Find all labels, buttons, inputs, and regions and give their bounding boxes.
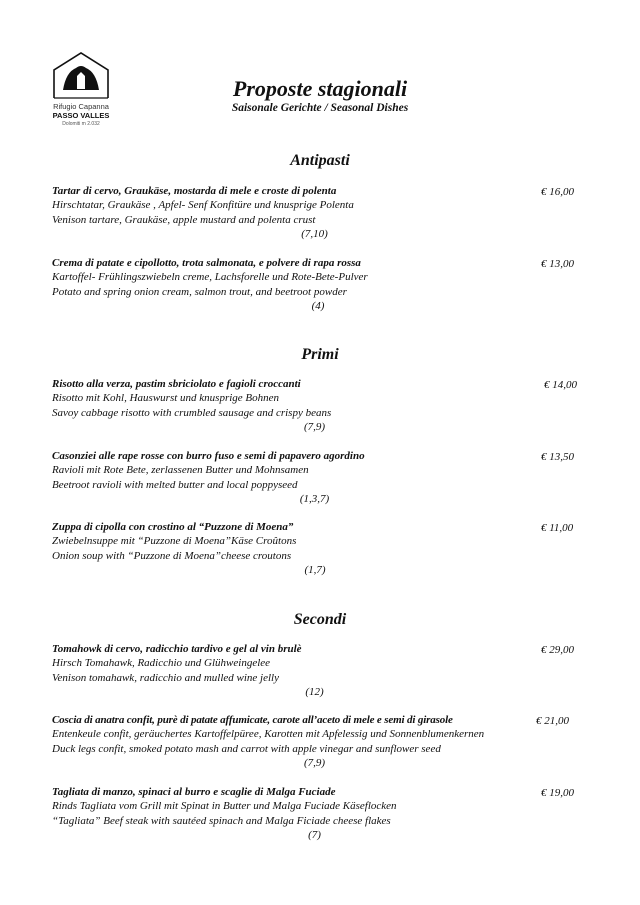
dish-allergens: (4) — [311, 299, 325, 312]
dish-description-de: Risotto mit Kohl, Hauswurst und knusprige Bohnen — [52, 392, 280, 405]
dish-description-en: “Tagliata” Beef steak with sautéed spinach and Malga Ficiade cheese flakes — [52, 814, 391, 827]
section-title-secondi: Secondi — [293, 611, 347, 628]
dish-description-de: Kartoffel- Frühlingszwiebeln creme, Lachsforelle und Rote-Bete-Pulver — [52, 271, 368, 284]
dish-name: Zuppa di cipolla con crostino al “Puzzone di Moena” — [52, 521, 294, 533]
dish-allergens: (7,10) — [301, 227, 328, 240]
dish-description-en: Savoy cabbage risotto with crumbled sausage and crispy beans — [52, 406, 332, 419]
dish-description-de: Hirsch Tomahawk, Radicchio und Glühweingelee — [52, 657, 271, 670]
menu-item — [52, 256, 592, 312]
menu-item — [52, 520, 592, 576]
menu-item — [52, 642, 592, 698]
dish-description-en: Potato and spring onion cream, salmon trout, and beetroot powder — [52, 285, 347, 298]
section-title-primi: Primi — [301, 346, 339, 363]
dish-price: € 16,00 — [541, 186, 574, 198]
dish-description-en: Venison tomahawk, radicchio and mulled wine jelly — [52, 671, 279, 684]
dish-allergens: (7,9) — [303, 420, 326, 433]
menu-item — [52, 184, 592, 240]
menu-item — [52, 713, 542, 769]
dish-price: € 14,00 — [544, 379, 577, 391]
dish-description-de: Zwiebelnsuppe mit “Puzzone di Moena”Käse Croûtons — [52, 535, 297, 548]
logo-line-2: PASSO VALLES — [52, 111, 110, 120]
dish-description-de: Hirschtatar, Graukäse , Apfel- Senf Konfitüre und knusprige Polenta — [52, 199, 354, 212]
dish-name: Crema di patate e cipollotto, trota salmonata, e polvere di rapa rossa — [52, 257, 361, 269]
page-subtitle: Saisonale Gerichte / Seasonal Dishes — [231, 102, 409, 114]
logo-line-1: Rifugio Capanna — [53, 102, 109, 111]
menu-item — [52, 449, 592, 505]
dish-description-en: Onion soup with “Puzzone di Moena”cheese croutons — [52, 549, 292, 562]
dish-allergens: (7,9) — [303, 756, 326, 769]
menu-item — [52, 785, 592, 841]
dish-allergens: (12) — [305, 685, 324, 698]
dish-price: € 11,00 — [541, 522, 574, 534]
dish-description-en: Venison tartare, Graukäse, apple mustard and polenta crust — [52, 213, 316, 226]
dish-price: € 29,00 — [541, 644, 574, 656]
dish-name: Tagliata di manzo, spinaci al burro e scaglie di Malga Fuciade — [52, 786, 336, 798]
dish-price: € 13,00 — [541, 258, 574, 270]
menu-item — [52, 377, 592, 433]
dish-price: € 21,00 — [536, 715, 569, 727]
dish-description-de: Entenkeule confit, geräuchertes Kartoffelpüree, Karotten mit Apfelessig und Sonnenblumenkernen — [52, 728, 485, 741]
dish-allergens: (7) — [308, 828, 321, 841]
dish-name: Risotto alla verza, pastim sbriciolato e fagioli croccanti — [52, 378, 301, 390]
section-title-antipasti: Antipasti — [290, 152, 350, 169]
logo-line-3: Dolomiti m 2.032 — [62, 121, 100, 127]
dish-name: Casonziei alle rape rosse con burro fuso e semi di papavero agordino — [52, 450, 365, 462]
dish-description-en: Duck legs confit, smoked potato mash and carrot with apple vinegar and sunflower seed — [52, 742, 441, 755]
dish-description-de: Rinds Tagliata vom Grill mit Spinat in Butter und Malga Fuciade Käseflocken — [52, 800, 397, 813]
dish-description-en: Beetroot ravioli with melted butter and local poppyseed — [52, 478, 298, 491]
dish-price: € 19,00 — [541, 787, 574, 799]
dish-name: Tartar di cervo, Graukäse, mostarda di mele e croste di polenta — [52, 185, 337, 197]
page-title: Proposte stagionali — [232, 76, 408, 101]
dish-price: € 13,50 — [541, 451, 574, 463]
dish-name: Coscia di anatra confit, purè di patate affumicate, carote all’aceto di mele e semi di girasole — [52, 714, 453, 726]
dish-description-de: Ravioli mit Rote Bete, zerlassenen Butter und Mohnsamen — [52, 464, 309, 477]
dish-allergens: (1,7) — [304, 563, 326, 576]
dish-name: Tomahowk di cervo, radicchio tardivo e gel al vin brulè — [52, 643, 302, 655]
dish-allergens: (1,3,7) — [299, 492, 330, 505]
